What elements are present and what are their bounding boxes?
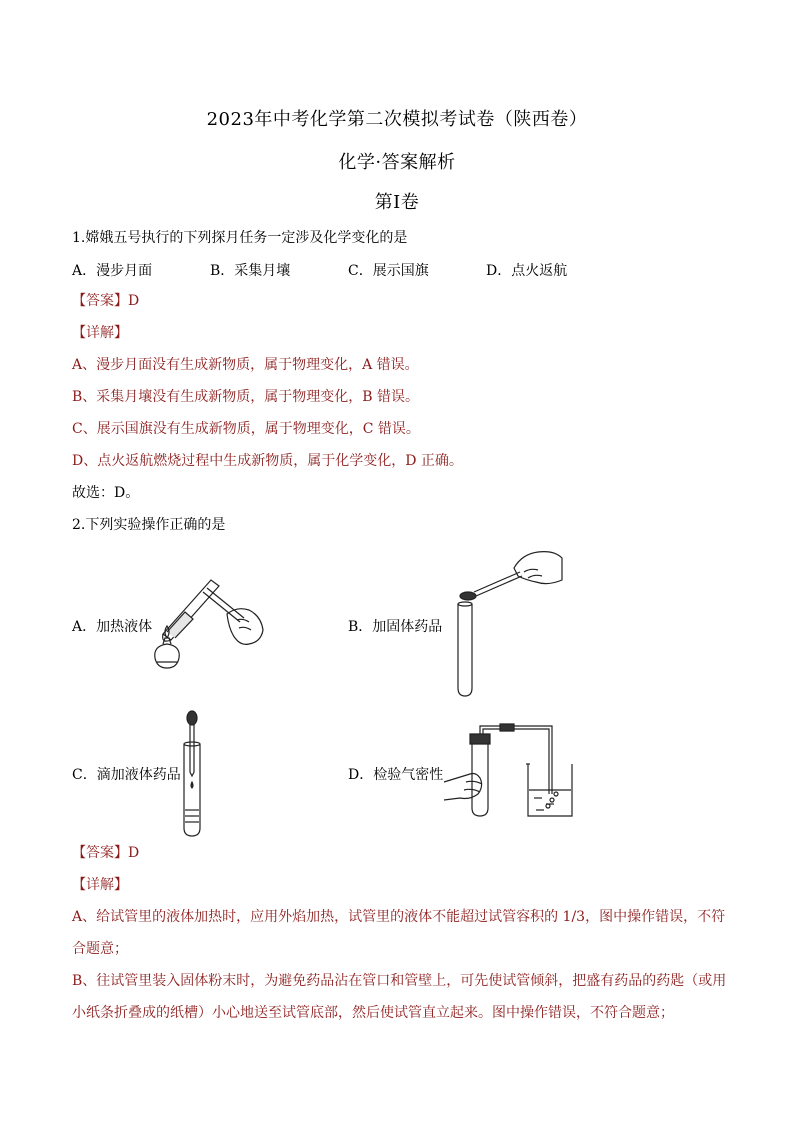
q2-option-c: C．滴加液体药品 (72, 767, 181, 783)
q2-explanation-b-line2: 小纸条折叠成的纸槽）小心地送至试管底部，然后使试管直立起来。图中操作错误，不符合题意； (72, 1005, 674, 1021)
q2-detail-label: 【详解】 (72, 877, 128, 893)
adding-solid-illustration (452, 546, 567, 698)
q2-option-a: A．加热液体 (72, 619, 153, 635)
exam-subtitle: 化学·答案解析 (338, 152, 456, 173)
q1-option-b: B．采集月壤 (210, 263, 291, 279)
q1-explanation-a: A、漫步月面没有生成新物质，属于物理变化，A 错误。 (72, 357, 419, 373)
q2-option-b: B．加固体药品 (348, 619, 443, 635)
section-heading: 第Ⅰ卷 (374, 192, 420, 213)
q2-explanation-a-line2: 合题意； (72, 941, 128, 957)
gas-tightness-illustration (440, 724, 580, 824)
q1-option-d: D．点火返航 (486, 263, 568, 279)
q1-explanation-b: B、采集月壤没有生成新物质，属于物理变化，B 错误。 (72, 389, 420, 405)
q2-explanation-b-line1: B、往试管里装入固体粉末时，为避免药品沾在管口和管壁上，可先使试管倾斜，把盛有药品的药匙（或用 (72, 973, 727, 989)
q2-stem: 2.下列实验操作正确的是 (72, 517, 226, 533)
q1-answer: 【答案】D (72, 293, 140, 309)
q1-detail-label: 【详解】 (72, 325, 128, 341)
exam-title: 2023年中考化学第二次模拟考试卷（陕西卷） (206, 109, 588, 130)
heating-liquid-illustration (145, 572, 270, 677)
q1-stem: 1.嫦娥五号执行的下列探月任务一定涉及化学变化的是 (72, 230, 408, 246)
q2-explanation-a-line1: A、给试管里的液体加热时，应用外焰加热，试管里的液体不能超过试管容积的 1/3，图中操作错误，不符 (72, 909, 726, 925)
q2-option-d: D．检验气密性 (348, 767, 444, 783)
q1-explanation-d: D、点火返航燃烧过程中生成新物质，属于化学变化，D 正确。 (72, 453, 463, 469)
q1-conclusion: 故选：D。 (72, 485, 140, 501)
q1-option-c: C．展示国旗 (348, 263, 429, 279)
q2-answer: 【答案】D (72, 845, 140, 861)
q1-explanation-c: C、展示国旗没有生成新物质，属于物理变化，C 错误。 (72, 421, 420, 437)
dropper-illustration (178, 710, 208, 838)
q1-option-a: A．漫步月面 (72, 263, 153, 279)
